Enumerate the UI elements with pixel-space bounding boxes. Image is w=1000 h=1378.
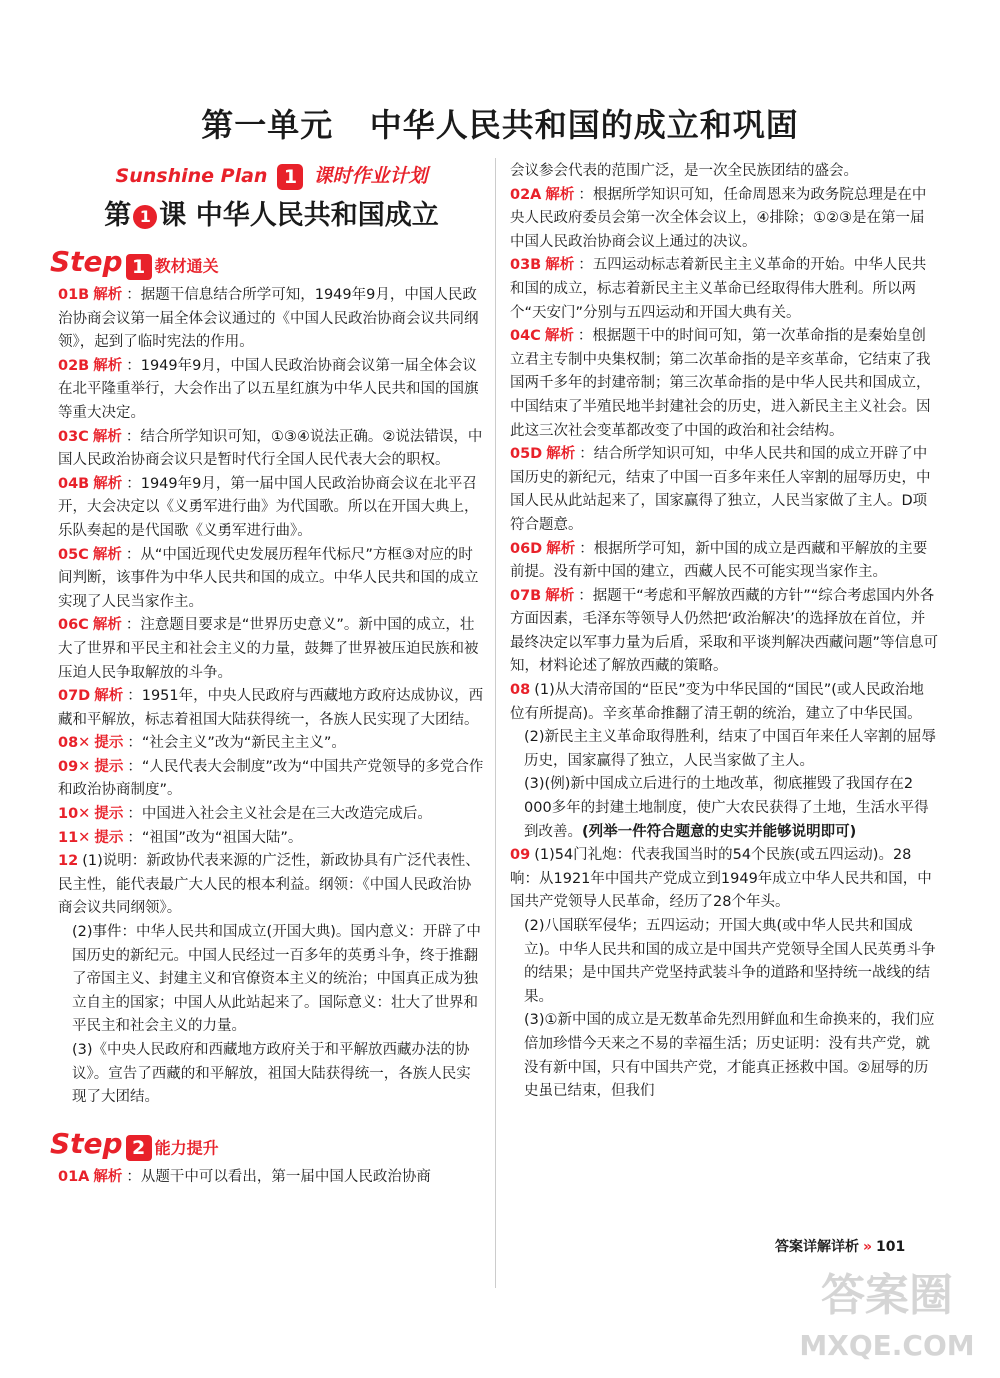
answer-text: ：“祖国”改为“祖国大陆”。	[127, 829, 303, 846]
answer-part-2: (2)八国联军侵华；五四运动；开国大典(或中华人民共和国成立)。中华人民共和国的成立是中国共产党领导全国人民英勇斗争的结果；是中国共产党坚持武装斗争的道路和坚持统一战线的结果。	[524, 918, 936, 1005]
step-number: 2	[126, 1135, 152, 1161]
answer-number: 09	[510, 847, 531, 864]
step-2-header	[50, 1124, 485, 1164]
answer-number: 06C	[58, 617, 89, 634]
step-number: 1	[126, 254, 152, 280]
answer-tag: 提示	[94, 806, 124, 823]
answer-text: ：注意题目要求是“世界历史意义”。新中国的成立，壮大了世界和平民主和社会主义的力量，鼓舞了世界被压迫民族和被压迫人民争取解放的斗争。	[58, 617, 479, 681]
answer-text: ：根据题干中的时间可知，第一次革命指的是秦始皇创立君主专制中央集权制；第二次革命指的是辛亥革命，它结束了我国两千多年的封建帝制；第三次革命指的是中华人民共和国成立，中国结束了半殖民地半封建社会的历史，进入新民主主义社会。因此这三次社会变革都改变了中国的政治和社会结构。	[510, 328, 931, 439]
answer-item-3	[510, 443, 938, 537]
answer-item-2	[510, 325, 938, 443]
answer-text: ：“人民代表大会制度”改为“中国共产党领导的多党合作和政治协商制度”。	[58, 758, 484, 799]
answer-number: 01B	[58, 287, 90, 303]
watermark-line-2: MXQE.COM	[799, 1329, 975, 1362]
answer-item-5	[510, 585, 938, 679]
left-column	[50, 160, 485, 1189]
answer-tag: 解析	[546, 446, 576, 463]
continued-text: 会议参会代表的范围广泛，是一次全民族团结的盛会。	[510, 163, 858, 179]
answer-number: 10✕	[58, 806, 91, 823]
answer-item-2	[58, 426, 485, 473]
answer-part-2: (2)事件：中华人民共和国成立(开国大典)。国内意义：开辟了中国历史的新纪元。中国人民经过一百多年的英勇斗争，终于推翻了帝国主义、封建主义和官僚资本主义的统治；中国真正成为独立自主的国家；中国人从此站起来了。国际意义：壮大了世界和平民主和社会主义的力量。	[72, 924, 481, 1035]
answer-text: ：从题干中可以看出，第一届中国人民政治协商	[126, 1168, 431, 1185]
answer-tag: 解析	[546, 540, 576, 557]
answer-tag: 提示	[94, 829, 124, 846]
step-1-header	[50, 242, 485, 282]
step-word: Step	[50, 1126, 123, 1160]
answer-part-3-text: (3)(例)新中国成立后进行的土地改革，彻底摧毁了我国存在2 000多年的封建土地制度，使广大农民获得了土地，生活水平得到改善。	[524, 776, 929, 840]
answer-tag: 解析	[92, 428, 122, 445]
plan-subtitle: 课时作业计划	[313, 165, 428, 187]
answer-tag: 解析	[545, 257, 575, 274]
unit-title: 第一单元 中华人民共和国的成立和巩固	[201, 106, 799, 144]
answer-tag: 解析	[545, 587, 575, 604]
watermark-line-1: 答案圈	[821, 1270, 953, 1321]
answer-tag: 解析	[93, 1168, 123, 1185]
answer-item-09	[510, 844, 938, 915]
answer-item-12	[58, 850, 485, 921]
chevron-right-icon: »	[863, 1239, 873, 1255]
answer-tag: 解析	[93, 357, 123, 374]
answer-text: ：根据所学可知，新中国的成立是西藏和平解放的主要前提。没有新中国的建立，西藏人民不可能实现当家作主。	[510, 540, 928, 581]
step-label: 教材通关	[154, 256, 219, 276]
sunshine-plan-banner	[58, 160, 485, 192]
answer-part-2: (2)新民主主义革命取得胜利，结束了中国百年来任人宰割的屈辱历史，国家赢得了独立，人民当家做了主人。	[524, 729, 937, 769]
answer-number: 05C	[58, 546, 89, 563]
step-label: 能力提升	[154, 1138, 219, 1158]
answer-item-4	[510, 538, 938, 585]
answer-text: ：1949年9月，中国人民政治协商会议第一届全体会议在北平隆重举行，大会作出了以五星红旗为中华人民共和国的国旗等重大决定。	[58, 357, 479, 421]
lesson-number: 1	[133, 205, 157, 229]
answer-tag: 解析	[93, 475, 123, 492]
answer-text: ：根据所学知识可知，任命周恩来为政务院总理是在中央人民政府委员会第一次全体会议上，④排除；①②③是在第一届中国人民政治协商会议上通过的决议。	[510, 186, 927, 250]
answer-part-3: (3)①新中国的成立是无数革命先烈用鲜血和生命换来的，我们应倍加珍惜今天来之不易的幸福生活；历史证明：没有共产党，就没有新中国，只有中国共产党，才能真正拯救中国。②屈辱的历史虽已结束，但我们	[524, 1012, 935, 1100]
step-1-answers	[58, 284, 485, 850]
answer-item-8	[58, 756, 485, 803]
answer-item-1	[58, 355, 485, 426]
watermark-logo	[795, 1255, 980, 1375]
answer-text: ：从“中国近现代史发展历程年代标尺”方框③对应的时间判断，该事件为中华人民共和国的成立。中华人民共和国的成立实现了人民当家作主。	[58, 546, 479, 610]
answer-tag: 提示	[94, 758, 124, 775]
answer-text: ：五四运动标志着新民主主义革命的开始。中华人民共和国的成立，标志着新民主主义革命已经取得伟大胜利。所以两个“天安门”分别与五四运动和开国大典有关。	[510, 257, 927, 321]
page-footer	[775, 1236, 905, 1256]
answer-item-7	[58, 732, 485, 756]
answer-number: 07B	[510, 587, 542, 604]
answer-item-1	[510, 254, 938, 325]
answer-item-3	[58, 473, 485, 544]
lesson-name: 课 中华人民共和国成立	[159, 200, 439, 231]
plan-title: Sunshine Plan	[115, 165, 268, 187]
answer-tag: 解析	[545, 186, 575, 203]
answer-tag: 解析	[92, 617, 122, 634]
plan-number: 1	[277, 164, 303, 190]
answer-tag: 解析	[94, 688, 124, 705]
answer-item-08	[510, 679, 938, 726]
answer-number: 09✕	[58, 758, 91, 775]
footer-label: 答案详解详析	[775, 1239, 859, 1255]
answer-text: ：1951年，中央人民政府与西藏地方政府达成协议，西藏和平解放，标志着祖国大陆获得统一，各族人民实现了大团结。	[58, 688, 484, 728]
lesson-prefix: 第	[104, 200, 132, 231]
column-divider	[495, 158, 496, 1288]
answer-part-1: (1)54门礼炮：代表我国当时的54个民族(或五四运动)。28响：从1921年中国共产党成立到1949年成立中华人民共和国，中国共产党领导人民革命，经历了28个年头。	[510, 847, 932, 911]
answer-text: ：据题干“考虑和平解放西藏的方针”“综合考虑国内外各方面因素，毛泽东等领导人仍然把‘政治解决’的选择放在首位，并最终决定以军事力量为后盾，采取和平谈判解决西藏问题”等信息可知，材料论述了解放西藏的策略。	[510, 587, 939, 675]
right-column	[510, 160, 938, 1104]
answer-number: 04C	[510, 328, 541, 345]
answer-item-10	[58, 827, 485, 851]
answer-number: 03C	[58, 428, 89, 445]
answer-item-0	[510, 184, 938, 255]
answer-tag: 提示	[94, 735, 124, 752]
answer-number: 12	[58, 853, 79, 870]
answer-part-1: (1)说明：新政协代表来源的广泛性，新政协具有广泛代表性、民主性，能代表最广大人民的根本利益。纲领：《中国人民政治协商会议共同纲领》。	[58, 853, 480, 917]
answer-text: ：1949年9月，第一届中国人民政治协商会议在北平召开，大会决定以《义勇军进行曲》为代国歌。所以在开国大典上，乐队奏起的是代国歌《义勇军进行曲》。	[58, 475, 479, 539]
answer-number: 01A	[58, 1168, 90, 1185]
answer-number: 08✕	[58, 735, 91, 752]
answer-item-4	[58, 544, 485, 615]
answer-text: ：“社会主义”改为“新民主主义”。	[127, 735, 346, 752]
answer-number: 05D	[510, 446, 543, 463]
answer-number: 02B	[58, 357, 90, 374]
answer-item-0	[58, 284, 485, 355]
answer-text: ：结合所学知识可知，中华人民共和国的成立开辟了中国历史的新纪元，结束了中国一百多年来任人宰割的屈辱历史，中国人民从此站起来了，国家赢得了独立，人民当家做了主人。D项符合题意。	[510, 446, 931, 533]
answer-item-step2-01	[58, 1166, 485, 1190]
answer-item-6	[58, 685, 485, 732]
step-word: Step	[50, 245, 123, 278]
answer-text: ：中国进入社会主义社会是在三大改造完成后。	[127, 806, 432, 823]
step-2-answers	[510, 184, 938, 679]
answer-number: 07D	[58, 688, 91, 705]
answer-tag: 解析	[92, 546, 122, 563]
answer-tag: 解析	[544, 328, 574, 345]
answer-part-1: (1)从大清帝国的“臣民”变为中华民国的“国民”(或人民政治地位有所提高)。辛亥革命推翻了清王朝的统治，建立了中华民国。	[510, 682, 924, 722]
answer-tag: 解析	[93, 287, 123, 303]
answer-number: 04B	[58, 475, 90, 492]
answer-number: 11✕	[58, 829, 91, 846]
answer-number: 03B	[510, 257, 542, 274]
answer-number: 02A	[510, 186, 542, 203]
answer-item-9	[58, 803, 485, 827]
answer-number: 08	[510, 682, 531, 699]
lesson-title	[58, 192, 485, 240]
answer-part-3: (3)《中央人民政府和西藏地方政府关于和平解放西藏办法的协议》。宣告了西藏的和平解放，祖国大陆获得统一，各族人民实现了大团结。	[72, 1042, 471, 1106]
answer-text: ：结合所学知识可知，①③④说法正确。②说法错误，中国人民政治协商会议只是暂时代行全国人民代表大会的职权。	[58, 428, 483, 469]
answer-part-3	[510, 773, 938, 844]
answer-note: (列举一件符合题意的史实并能够说明即可)	[582, 823, 857, 840]
answer-text: ：据题干信息结合所学可知，1949年9月，中国人民政治协商会议第一届全体会议通过的《中国人民政治协商会议共同纲领》，起到了临时宪法的作用。	[58, 287, 479, 351]
page-number: 101	[876, 1239, 906, 1255]
answer-item-5	[58, 614, 485, 685]
answer-number: 06D	[510, 540, 543, 557]
